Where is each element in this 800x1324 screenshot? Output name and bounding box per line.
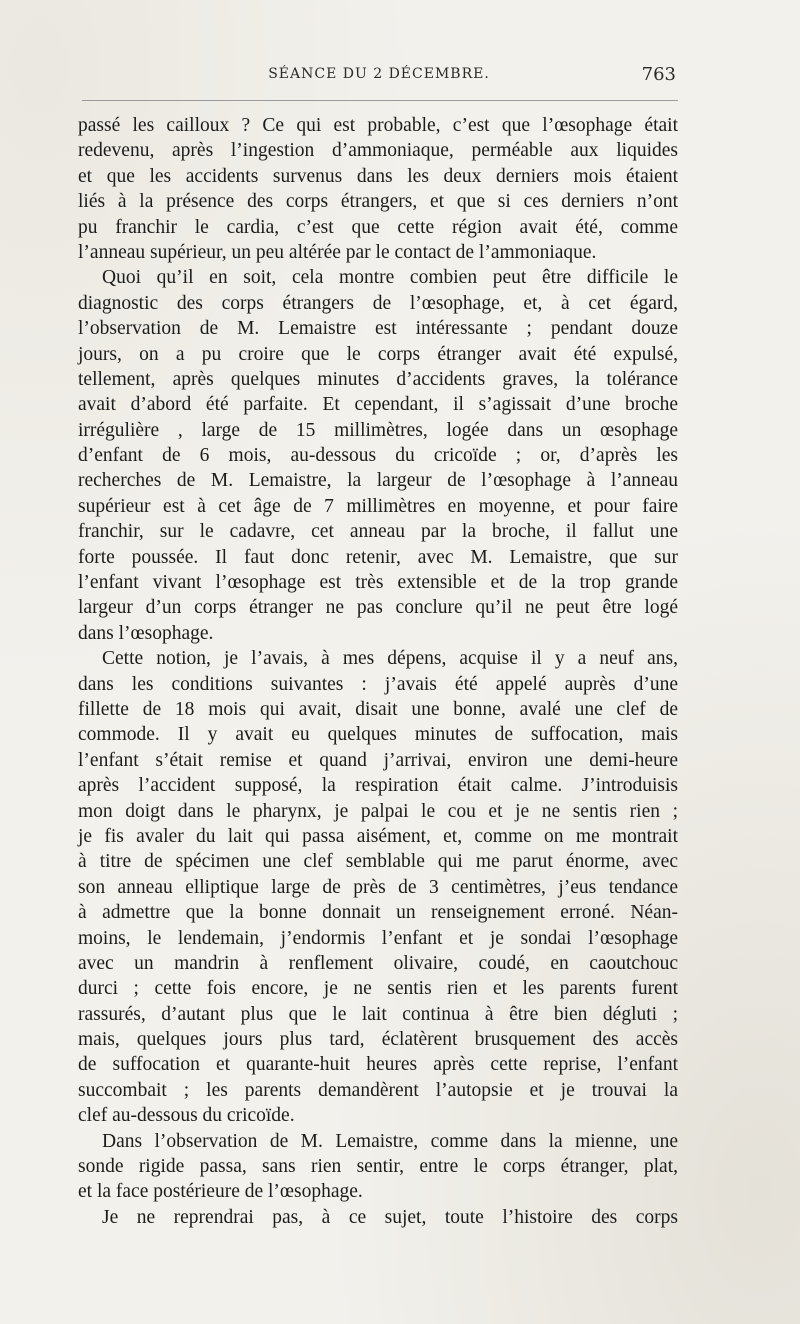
text-line: mon doigt dans le pharynx, je palpai le cou et je ne sentis rien ; — [78, 800, 678, 822]
text-line: l’enfant vivant l’œsophage est très extensible et de la trop grande — [78, 572, 678, 594]
text-line: d’enfant de 6 mois, au-dessous du cricoïde ; or, d’après les — [78, 445, 678, 467]
text-line: liés à la présence des corps étrangers, et que si ces derniers n’ont — [78, 191, 678, 213]
header-rule — [82, 100, 678, 101]
paragraph-4 — [78, 1129, 678, 1205]
text-line: clef au-dessous du cricoïde. — [78, 1105, 295, 1127]
paragraph-5 — [78, 1205, 678, 1230]
text-line: et que les accidents survenus dans les deux derniers mois étaient — [78, 165, 678, 187]
running-head — [78, 66, 680, 90]
text-line: avec un mandrin à renflement olivaire, coudé, en caoutchouc — [78, 952, 678, 974]
text-line: franchir, sur le cadavre, cet anneau par la broche, il fallut une — [78, 521, 678, 543]
text-line: dans les conditions suivantes : j’avais été appelé auprès d’une — [78, 673, 678, 695]
text-line: moins, le lendemain, j’endormis l’enfant et je sondai l’œsophage — [78, 927, 678, 949]
text-line: succombait ; les parents demandèrent l’autopsie et je trouvai la — [78, 1079, 678, 1101]
page-number: 763 — [641, 64, 676, 85]
text-line: à titre de spécimen une clef semblable qui me parut énorme, avec — [78, 851, 678, 873]
text-line: durci ; cette fois encore, je ne sentis rien et les parents furent — [78, 978, 678, 1000]
text-line: l’observation de M. Lemaistre est intéressante ; pendant douze — [78, 318, 678, 340]
text-line: largeur d’un corps étranger ne pas conclure qu’il ne peut être logé — [78, 597, 678, 619]
text-line: dans l’œsophage. — [78, 622, 214, 644]
text-line: forte poussée. Il faut donc retenir, avec M. Lemaistre, que sur — [78, 546, 678, 568]
text-line: redevenu, après l’ingestion d’ammoniaque, perméable aux liquides — [78, 140, 678, 162]
text-line: sonde rigide passa, sans rien sentir, entre le corps étranger, plat, — [78, 1156, 678, 1178]
text-line: avait d’abord été parfaite. Et cependant, il s’agissait d’une broche — [78, 394, 678, 416]
text-line: je fis avaler du lait qui passa aisément, et, comme on me montrait — [78, 825, 678, 847]
text-line: l’enfant s’était remise et quand j’arrivai, environ une demi-heure — [78, 749, 678, 771]
body-text — [78, 113, 678, 1230]
text-line: tellement, après quelques minutes d’accidents graves, la tolérance — [78, 368, 678, 390]
text-line: après l’accident supposé, la respiration était calme. J’introduisis — [78, 775, 678, 797]
text-line: rassurés, d’autant plus que le lait continua à être bien dégluti ; — [78, 1003, 678, 1025]
text-line: et la face postérieure de l’œsophage. — [78, 1181, 363, 1203]
text-line: diagnostic des corps étrangers de l’œsophage, et, à cet égard, — [78, 292, 678, 314]
text-line: recherches de M. Lemaistre, la largeur de l’œsophage à l’anneau — [78, 470, 678, 492]
text-line: de suffocation et quarante-huit heures après cette reprise, l’enfant — [78, 1054, 678, 1076]
paragraph-3 — [78, 646, 678, 1128]
text-line: Cette notion, je l’avais, à mes dépens, acquise il y a neuf ans, — [102, 648, 678, 670]
text-line: mais, quelques jours plus tard, éclatèrent brusquement des accès — [78, 1029, 678, 1051]
running-title: SÉANCE DU 2 DÉCEMBRE. — [268, 66, 490, 82]
text-line: son anneau elliptique large de près de 3 centimètres, j’eus tendance — [78, 876, 678, 898]
text-line: passé les cailloux ? Ce qui est probable, c’est que l’œsophage était — [78, 115, 678, 136]
text-line: Quoi qu’il en soit, cela montre combien peut être difficile le — [102, 267, 678, 289]
paragraph-1 — [78, 113, 678, 265]
text-line: pu franchir le cardia, c’est que cette région avait été, comme — [78, 216, 678, 238]
text-line: irrégulière , large de 15 millimètres, logée dans un œsophage — [78, 419, 678, 441]
text-line: l’anneau supérieur, un peu altérée par le contact de l’ammoniaque. — [78, 241, 597, 263]
text-line: Dans l’observation de M. Lemaistre, comme dans la mienne, une — [102, 1130, 678, 1152]
paragraph-2 — [78, 265, 678, 646]
text-line: commode. Il y avait eu quelques minutes de suffocation, mais — [78, 724, 678, 746]
text-line: Je ne reprendrai pas, à ce sujet, toute l’histoire des corps — [102, 1206, 678, 1228]
text-line: jours, on a pu croire que le corps étranger avait été expulsé, — [78, 343, 678, 365]
text-line: fillette de 18 mois qui avait, disait une bonne, avalé une clef de — [78, 698, 678, 720]
text-line: supérieur est à cet âge de 7 millimètres en moyenne, et pour faire — [78, 495, 678, 517]
text-line: à admettre que la bonne donnait un renseignement erroné. Néan- — [78, 902, 678, 924]
